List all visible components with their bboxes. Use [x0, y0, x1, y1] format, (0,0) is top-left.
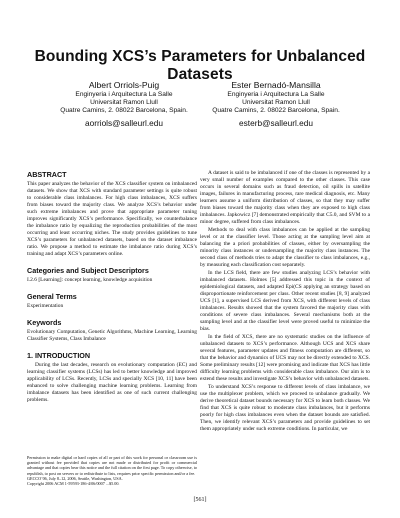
author-affiliation: Enginyeria i Arquitectura La Salle: [227, 90, 325, 98]
right-column: [200, 170, 370, 434]
left-column: [27, 170, 197, 404]
categories-heading: Categories and Subject Descriptors: [27, 266, 149, 275]
paper-title: Bounding XCS’s Parameters for Unbalanced Datasets: [34, 48, 366, 83]
body-paragraph: In the LCS field, there are few studies analyzing LCS’s behavior with imbalanced datasets. Holmes [5] addressed this topic in the context of epidemiological datasets, and adapted Epi(CS applying an strategy based on disproportionate reinforcement per class. Other recent studies [8, 9] analyzed UCS [1], a supervised LCS derived from XCS, with different levels of class imbalances. Results showed that the system favored the majority class with conditions of severe class imbalances. Several mechanisms both at the sampling level and at the classifier level were proved useful to minimize the bias.: [200, 270, 370, 332]
footnote-text: Permission to make digital or hard copies of all or part of this work for personal or classroom use is granted without fee provided that copies are not made or distributed for profit or commercial advantage and that copies bear this notice and the full citation on the first page. To copy otherwise, to republish, to post on servers or to redistribute to lists, requires prior specific permission and/or a fee. GECCO’06, July 8–12, 2006, Seattle, Washington, USA. Copyright 2006 ACM 1-59593-186-4/06/0007 ...$5.00.: [27, 455, 197, 487]
keywords-text: Evolutionary Computation, Genetic Algorithms, Machine Learning, Learning Classifier Systems, Class Imbalance: [27, 329, 197, 342]
general-terms-heading: General Terms: [27, 292, 77, 301]
body-paragraph: To understand XCS’s response to different levels of class imbalance, we use the multiplexer problem, which we proceed to unbalance gradually. We derive theoretical dataset bounds necessary for XCS to learn both classes. We find that XCS is quite robust to moderate class imbalances, but it performs poorly for high class imbalances even when the dataset bounds are satisfied. Then, we identify relevant XCS’s parameters and provide guidelines to set them appropriately under such extreme conditions. In particular, we: [200, 384, 370, 432]
keywords-heading: Keywords: [27, 318, 62, 327]
body-paragraph: In the field of XCS, there are no systematic studies on the influence of unbalanced datasets to XCS’s performance. Although UCS and XCS share several features, parameter updates and fitness computation are different, so that the behavior and dynamics of UCS may not be directly extended to XCS. Some preliminary results [12] were promising and indicate that XCS has little difficulty learning problems with considerable class imbalance. Our aim is to extend these results and investigate XCS’s behavior with unbalanced datasets.: [200, 334, 370, 382]
author-affiliation: Enginyeria i Arquitectura La Salle: [75, 90, 173, 98]
page-number: [561]: [193, 497, 207, 503]
abstract-heading: ABSTRACT: [27, 170, 67, 179]
author-name: Albert Orriols-Puig: [88, 80, 160, 90]
introduction-text: During the last decades, research on evolutionary computation (EC) and learning classifier systems (LCSs) has led to better knowledge and improved applicability of LCSs. Recently, LCSs and specially XCS [10, 11] have been enhanced to solve challenging machine learning problems. Learning from imbalance datasets has been identified as one of such current challenging problems.: [27, 362, 197, 403]
body-paragraph: Methods to deal with class imbalances can be applied at the sampling level or at the classifier level. Those acting at the sampling level aim at balancing the a priori probabilities of classes, either by oversampling the minority class instances or undersampling the majority class instances. The second class of methods tries to adapt the classifier to class imbalances, e.g., by measuring each classification cost separately.: [200, 227, 370, 268]
body-paragraph: A dataset is said to be imbalanced if one of the classes is represented by a very small number of examples compared to the other classes. This case occurs in several domains such as fraud detection, oil spills in satellite images, failures in manufacturing process, rare medical diagnosis, etc. Many learners assume a uniform distribution of classes, so that they may suffer from biases toward the majority class when they are exposed to high class imbalances. Japkowicz [7] demonstrated empirically that C5.0, and SVM to a minor degree, suffered from class imbalances.: [200, 170, 370, 225]
author-email[interactable]: esterb@salleurl.edu: [239, 118, 313, 129]
author-block-2: [186, 80, 366, 129]
author-university: Universitat Ramon Llull: [242, 98, 310, 106]
copyright-footnote: [27, 455, 197, 486]
author-university: Universitat Ramon Llull: [90, 98, 158, 106]
abstract-text: This paper analyzes the behavior of the XCS classifier system on imbalanced datasets. We show that XCS with standard parameter settings is quite robust to considerable class imbalances. For high class imbalances, XCS suffers from biases toward the majority class. We analyze XCS’s behavior under such extreme imbalances and prove that appropriate parameter tuning improves significantly XCS’s performance. Specifically, we counterbalance the imbalance ratio by equalizing the reproduction probabilities of the most occurring and least occurring niches. The study provides guidelines to tune XCS’s parameters for unbalanced datasets, based on the dataset imbalance ratio. We propose a method to estimate the imbalance ratio during XCS’s training and adapt XCS’s parameters online.: [27, 181, 197, 257]
author-address: Quatre Camins, 2. 08022 Barcelona, Spain.: [212, 106, 340, 114]
author-email[interactable]: aorriols@salleurl.edu: [84, 118, 164, 129]
categories-text: I.2.6 [Learning]: concept learning, knowledge acquisition: [27, 277, 153, 283]
introduction-heading: 1. INTRODUCTION: [27, 351, 91, 360]
author-address: Quatre Camins, 2. 08022 Barcelona, Spain.: [60, 106, 188, 114]
author-name: Ester Bernadó-Mansilla: [231, 80, 321, 90]
general-terms-text: Experimentation: [27, 303, 64, 309]
